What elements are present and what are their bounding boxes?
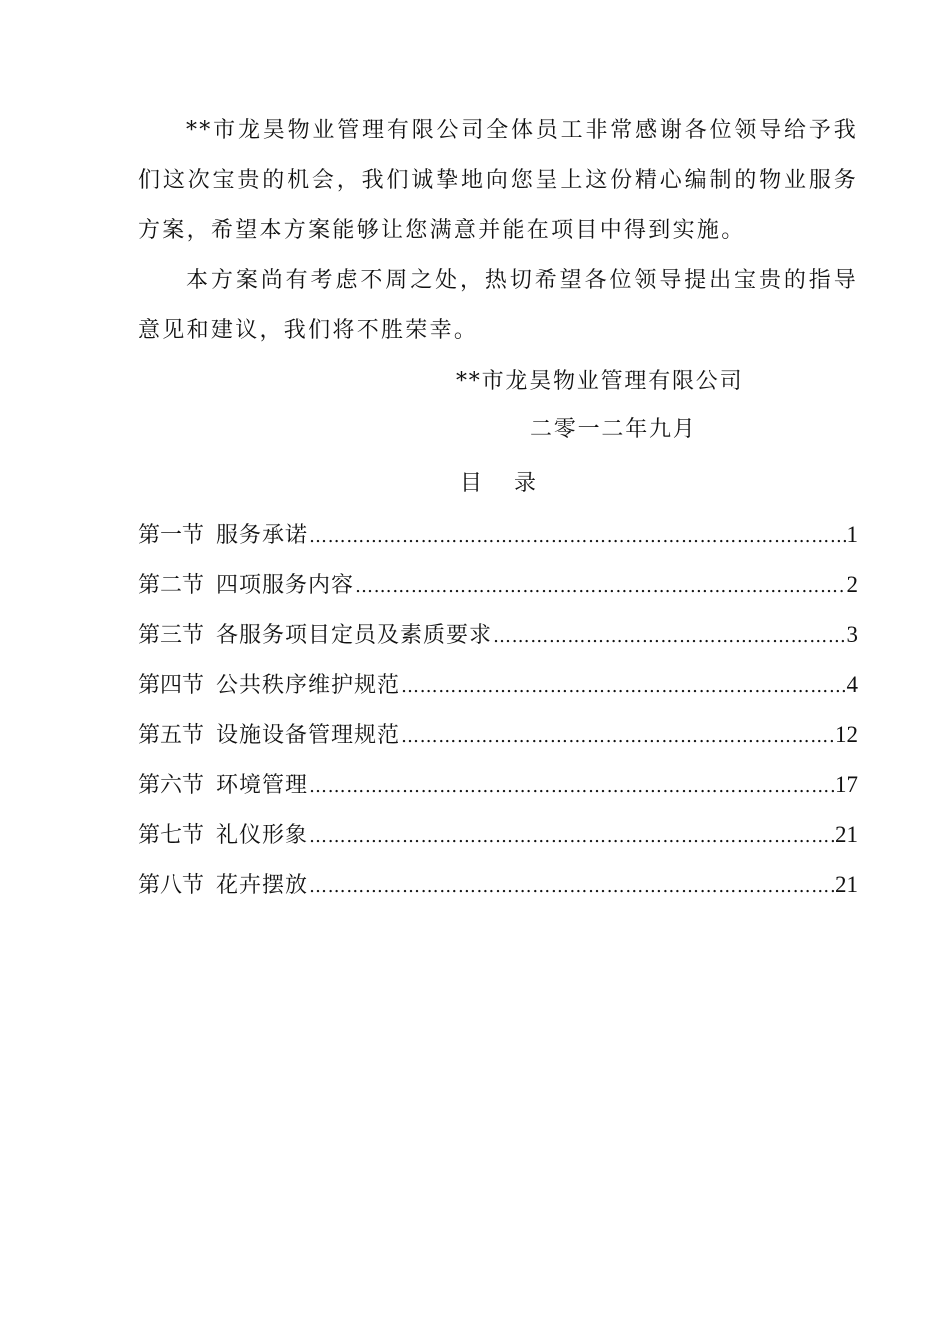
toc-entry-section: 第六节 <box>138 773 205 798</box>
toc-title-part2: 录 <box>514 471 537 496</box>
toc-entry[interactable] <box>138 560 858 610</box>
toc-entry-page: 12 <box>835 722 858 747</box>
intro-paragraph-2: 本方案尚有考虑不周之处，热切希望各位领导提出宝贵的指导意见和建议，我们将不胜荣幸。 <box>138 268 858 343</box>
toc-entry-section: 第三节 <box>138 623 205 648</box>
toc-entry-title: 四项服务内容 <box>216 573 355 598</box>
toc-entry-title: 服务承诺 <box>216 523 309 548</box>
toc-entry-section: 第四节 <box>138 673 205 698</box>
toc-entry-title: 环境管理 <box>216 773 309 798</box>
toc-entry-title: 花卉摆放 <box>216 873 309 898</box>
toc-entry[interactable] <box>138 660 858 710</box>
intro-paragraph-1: **市龙昊物业管理有限公司全体员工非常感谢各位领导给予我们这次宝贵的机会，我们诚挚地向您呈上这份精心编制的物业服务方案，希望本方案能够让您满意并能在项目中得到实施。 <box>138 118 858 243</box>
toc-entry-page: 21 <box>835 872 858 897</box>
toc-entry-section: 第八节 <box>138 873 205 898</box>
toc-entry-page: 4 <box>846 672 858 697</box>
toc-entry[interactable] <box>138 510 858 560</box>
toc-dot-leader <box>401 712 834 760</box>
document-content <box>138 106 858 926</box>
signature-date: 二零一二年九月 <box>530 417 697 442</box>
toc-entry-title: 各服务项目定员及素质要求 <box>216 623 493 648</box>
toc-entry-page: 3 <box>846 622 858 647</box>
toc-entry-page: 2 <box>846 572 858 597</box>
toc-entry-section: 第七节 <box>138 823 205 848</box>
toc-entry[interactable] <box>138 760 858 810</box>
signature-company: **市龙昊物业管理有限公司 <box>456 369 744 394</box>
toc-dot-leader <box>309 512 845 560</box>
toc-entry[interactable] <box>138 610 858 660</box>
toc-dot-leader <box>401 662 845 710</box>
toc-entry-title: 公共秩序维护规范 <box>216 673 401 698</box>
toc-list <box>138 510 858 910</box>
toc-entry[interactable] <box>138 860 858 910</box>
toc-entry[interactable] <box>138 810 858 860</box>
toc-entry-page: 1 <box>846 522 858 547</box>
toc-entry-section: 第一节 <box>138 523 205 548</box>
toc-dot-leader <box>355 562 845 610</box>
toc-dot-leader <box>309 762 834 810</box>
toc-title <box>138 459 858 509</box>
toc-dot-leader <box>493 612 845 660</box>
toc-dot-leader <box>309 812 834 860</box>
toc-entry-title: 礼仪形象 <box>216 823 309 848</box>
toc-dot-leader <box>309 862 834 910</box>
toc-entry-section: 第五节 <box>138 723 205 748</box>
toc-title-part1: 目 <box>459 471 482 496</box>
toc-entry-page: 21 <box>835 822 858 847</box>
toc-entry-title: 设施设备管理规范 <box>216 723 401 748</box>
toc-entry-page: 17 <box>835 772 858 797</box>
toc-entry-section: 第二节 <box>138 573 205 598</box>
toc-entry[interactable] <box>138 710 858 760</box>
